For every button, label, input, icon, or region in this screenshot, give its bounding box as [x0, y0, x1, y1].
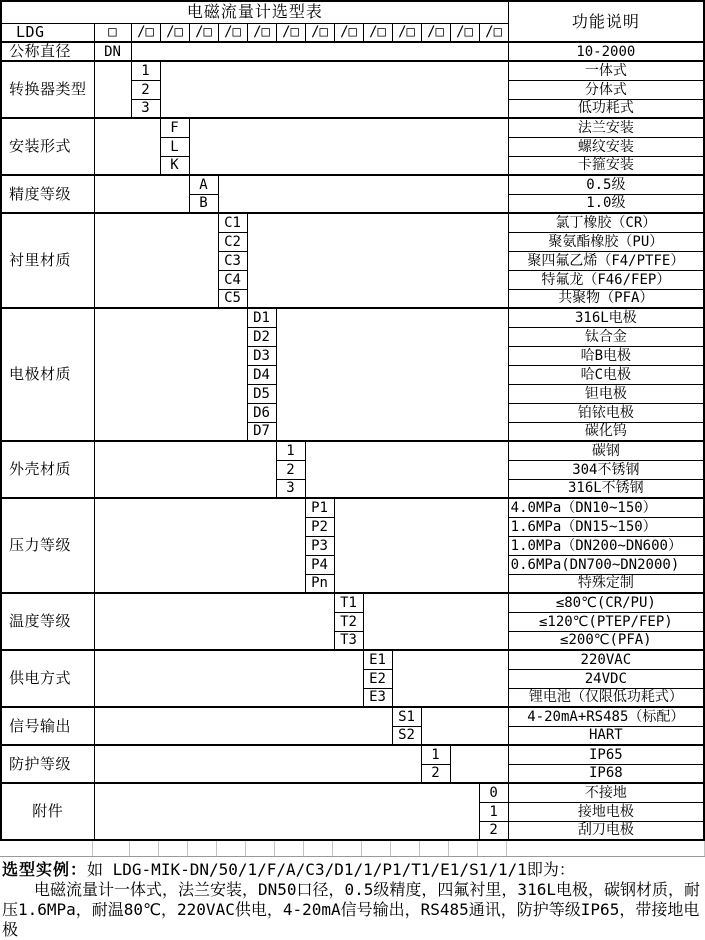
option-code: 3 [131, 99, 160, 118]
group-row [1, 650, 704, 669]
model-slash-box: /□ [450, 23, 479, 42]
option-code: P2 [305, 517, 334, 536]
option-desc: IP68 [508, 764, 704, 783]
option-desc: 刮刀电极 [508, 821, 704, 840]
option-code: D5 [247, 384, 276, 403]
option-desc: 铂铱电极 [508, 403, 704, 422]
group-row [1, 707, 704, 726]
option-code: 3 [276, 479, 305, 498]
option-desc: 卡箍安装 [508, 156, 704, 175]
group-label: 公称直径 [1, 42, 94, 61]
option-desc: ≤200℃(PFA) [508, 631, 704, 650]
empty-cell [94, 61, 131, 118]
option-desc: ≤80℃(CR/PU) [508, 593, 704, 612]
model-prefix-label: LDG [1, 23, 94, 42]
example-heading-line [2, 860, 703, 880]
option-desc: 特氟龙（F46/FEP） [508, 270, 704, 289]
model-box: □ [94, 23, 131, 42]
option-desc: 4.0MPa（DN10~150） [508, 498, 704, 517]
model-slash-box: /□ [363, 23, 392, 42]
option-code: 2 [479, 821, 508, 840]
group-label: 信号输出 [1, 707, 94, 745]
group-row [1, 213, 704, 232]
option-code: 1 [479, 802, 508, 821]
empty-cell [450, 745, 508, 783]
model-slash-box: /□ [131, 23, 160, 42]
option-code: F [160, 118, 189, 137]
option-desc: 1.0MPa（DN200~DN600） [508, 536, 704, 555]
option-desc: 碳钢 [508, 441, 704, 460]
option-code: E1 [363, 650, 392, 669]
option-desc: 304不锈钢 [508, 460, 704, 479]
gridline-cell [362, 841, 391, 856]
example-description: 电磁流量计一体式，法兰安装，DN50口径，0.5级精度，四氟衬里，316L电极，碳钢材质，耐压1.6MPa，耐温80℃，220VAC供电，4-20mA信号输出，RS485通讯，防护等级IP65，带接地电极 [2, 880, 700, 939]
option-code: S2 [392, 726, 421, 745]
model-slash-box: /□ [218, 23, 247, 42]
option-desc: ≤120℃(PTEP/FEP) [508, 612, 704, 631]
option-code: S1 [392, 707, 421, 726]
option-code: Pn [305, 574, 334, 593]
example-heading: 选型实例： [2, 860, 88, 879]
option-code: D1 [247, 308, 276, 327]
option-code: C2 [218, 232, 247, 251]
empty-cell [94, 308, 247, 441]
empty-cell [94, 175, 189, 213]
option-desc: 4-20mA+RS485（标配） [508, 707, 704, 726]
option-code: C1 [218, 213, 247, 232]
group-label: 温度等级 [1, 593, 94, 650]
option-code: B [189, 194, 218, 213]
option-desc: 24VDC [508, 669, 704, 688]
option-desc: 钛合金 [508, 327, 704, 346]
empty-cell [334, 498, 508, 593]
empty-cell [392, 650, 508, 707]
empty-cell [94, 707, 392, 745]
group-label: 电极材质 [1, 308, 94, 441]
gridline-cell [159, 841, 188, 856]
gridline-cell [0, 841, 93, 856]
empty-cell [94, 650, 363, 707]
gridline-cell [275, 841, 304, 856]
option-desc: 聚四氟乙烯（F4/PTFE） [508, 251, 704, 270]
option-desc: 哈C电极 [508, 365, 704, 384]
option-desc: 316L电极 [508, 308, 704, 327]
option-desc: 10-2000 [508, 42, 704, 61]
group-label: 防护等级 [1, 745, 94, 783]
option-code: 2 [421, 764, 450, 783]
model-slash-box: /□ [247, 23, 276, 42]
option-code: 1 [131, 61, 160, 80]
group-row [1, 61, 704, 80]
model-slash-box: /□ [421, 23, 450, 42]
option-desc: 哈B电极 [508, 346, 704, 365]
group-row [1, 745, 704, 764]
empty-cell [131, 42, 508, 61]
option-code: D3 [247, 346, 276, 365]
option-desc: 特殊定制 [508, 574, 704, 593]
empty-cell [276, 308, 508, 441]
option-desc: 一体式 [508, 61, 704, 80]
gridline-cell [246, 841, 275, 856]
option-code: T1 [334, 593, 363, 612]
option-desc: 1.0级 [508, 194, 704, 213]
option-desc: 316L不锈钢 [508, 479, 704, 498]
option-code: P3 [305, 536, 334, 555]
model-slash-box: /□ [160, 23, 189, 42]
spreadsheet-gridline-row [0, 841, 705, 857]
gridline-cell [304, 841, 333, 856]
empty-cell [247, 213, 508, 308]
option-desc: 钽电极 [508, 384, 704, 403]
group-row [1, 498, 704, 517]
empty-cell [94, 498, 305, 593]
gridline-cell [333, 841, 362, 856]
function-column-header: 功能说明 [508, 1, 704, 42]
option-code: D4 [247, 365, 276, 384]
option-code: 1 [276, 441, 305, 460]
option-code: T3 [334, 631, 363, 650]
option-desc: 共聚物（PFA） [508, 289, 704, 308]
group-label: 压力等级 [1, 498, 94, 593]
group-label: 衬里材质 [1, 213, 94, 308]
gridline-cell [93, 841, 130, 856]
option-desc: 氯丁橡胶（CR） [508, 213, 704, 232]
gridline-cell [391, 841, 420, 856]
option-desc: 螺纹安装 [508, 137, 704, 156]
option-desc: 1.6MPa（DN15~150） [508, 517, 704, 536]
option-desc: 接地电极 [508, 802, 704, 821]
option-desc: 法兰安装 [508, 118, 704, 137]
empty-cell [363, 593, 508, 650]
option-code: K [160, 156, 189, 175]
option-code: 1 [421, 745, 450, 764]
empty-cell [94, 593, 334, 650]
empty-cell [94, 441, 276, 498]
empty-cell [218, 175, 508, 213]
group-label: 精度等级 [1, 175, 94, 213]
empty-cell [305, 441, 508, 498]
option-desc: IP65 [508, 745, 704, 764]
model-slash-box: /□ [189, 23, 218, 42]
model-slash-box: /□ [392, 23, 421, 42]
option-desc: 0.6MPa(DN700~DN2000) [508, 555, 704, 574]
page-title: 电磁流量计选型表 [1, 1, 508, 23]
option-desc: 0.5级 [508, 175, 704, 194]
option-desc: 分体式 [508, 80, 704, 99]
option-code: D2 [247, 327, 276, 346]
option-desc: 不接地 [508, 783, 704, 802]
option-desc: 220VAC [508, 650, 704, 669]
option-desc: 锂电池（仅限低功耗式） [508, 688, 704, 707]
group-label: 安装形式 [1, 118, 94, 175]
group-label: 供电方式 [1, 650, 94, 707]
option-code: 2 [276, 460, 305, 479]
option-code: 0 [479, 783, 508, 802]
group-row [1, 593, 704, 612]
option-code: D7 [247, 422, 276, 441]
option-desc: 碳化钨 [508, 422, 704, 441]
gridline-cell [449, 841, 478, 856]
group-row [1, 175, 704, 194]
empty-cell [160, 61, 508, 118]
empty-cell [94, 783, 479, 840]
model-slash-box: /□ [276, 23, 305, 42]
option-code: C5 [218, 289, 247, 308]
selection-example [0, 857, 705, 940]
empty-cell [94, 213, 218, 308]
group-row [1, 783, 704, 802]
gridline-cell [217, 841, 246, 856]
option-code: 2 [131, 80, 160, 99]
model-slash-box: /□ [334, 23, 363, 42]
option-code: P4 [305, 555, 334, 574]
gridline-cell [507, 841, 705, 856]
option-code: C3 [218, 251, 247, 270]
group-row [1, 308, 704, 327]
model-slash-box: /□ [479, 23, 508, 42]
diameter-row [1, 42, 704, 61]
empty-cell [94, 118, 160, 175]
option-code: P1 [305, 498, 334, 517]
empty-cell [94, 745, 421, 783]
option-desc: 低功耗式 [508, 99, 704, 118]
group-row [1, 118, 704, 137]
option-code: A [189, 175, 218, 194]
gridline-cell [188, 841, 217, 856]
empty-cell [421, 707, 508, 745]
empty-cell [189, 118, 508, 175]
model-slash-box: /□ [305, 23, 334, 42]
example-model-code: 如 LDG-MIK-DN/50/1/F/A/C3/D1/1/P1/T1/E1/S1/1/1即为： [87, 860, 575, 879]
group-label: 附件 [1, 783, 94, 840]
option-desc: 聚氨酯橡胶（PU） [508, 232, 704, 251]
option-code: E3 [363, 688, 392, 707]
option-code: L [160, 137, 189, 156]
option-code: DN [94, 42, 131, 61]
group-label: 外壳材质 [1, 441, 94, 498]
gridline-cell [420, 841, 449, 856]
group-row [1, 441, 704, 460]
option-code: C4 [218, 270, 247, 289]
gridline-cell [478, 841, 507, 856]
option-code: D6 [247, 403, 276, 422]
option-desc: HART [508, 726, 704, 745]
option-code: E2 [363, 669, 392, 688]
option-code: T2 [334, 612, 363, 631]
group-label: 转换器类型 [1, 61, 94, 118]
gridline-cell [130, 841, 159, 856]
